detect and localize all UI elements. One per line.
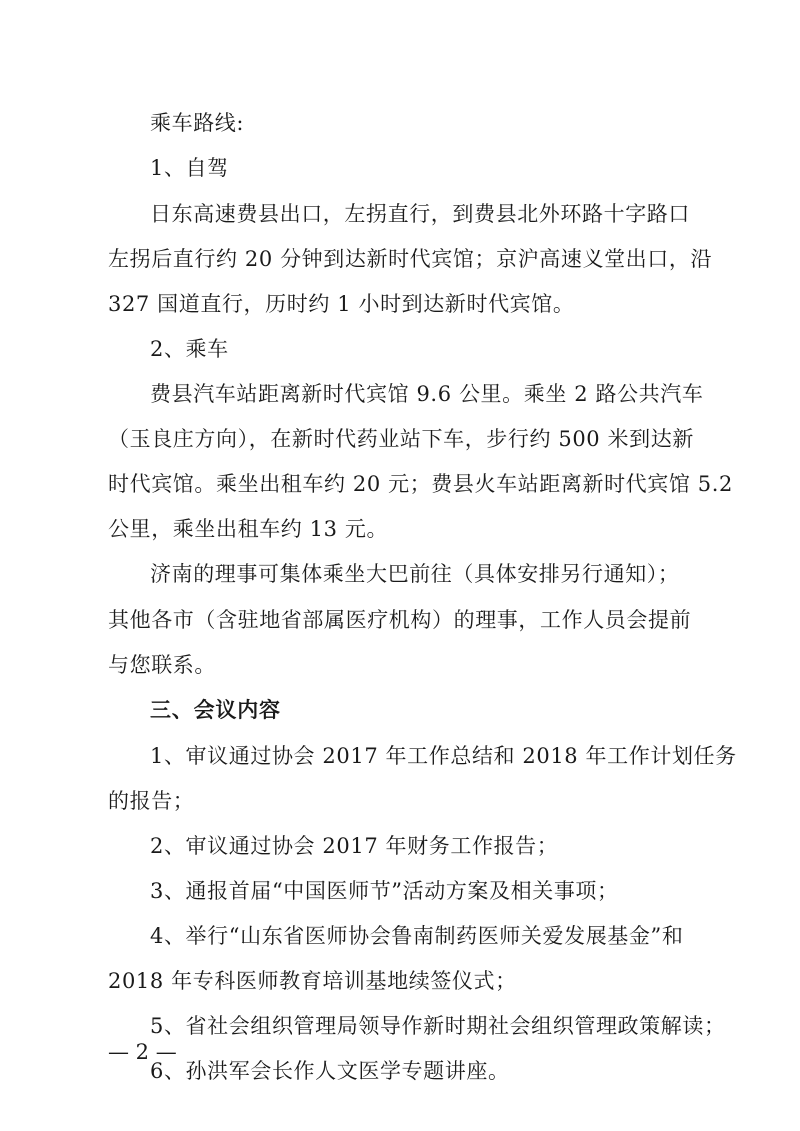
bus-line-3: 时代宾馆。乘坐出租车约 20 元；费县火车站距离新时代宾馆 5.2 (108, 472, 733, 496)
page-number: — 2 — (108, 1040, 177, 1064)
agenda-item-3: 3、通报首届“中国医师节”活动方案及相关事项； (150, 879, 619, 903)
self-drive-line-1: 日东高速费县出口，左拐直行，到费县北外环路十字路口 (150, 202, 690, 226)
bus-title: 2、乘车 (150, 337, 229, 361)
agenda-item-4-cont: 2018 年专科医师教育培训基地续签仪式； (108, 969, 517, 993)
agenda-item-4: 4、举行“山东省医师协会鲁南制药医师关爱发展基金”和 (150, 924, 684, 948)
bus-line-1: 费县汽车站距离新时代宾馆 9.6 公里。乘坐 2 路公共汽车 (150, 382, 704, 406)
notice-line-1: 济南的理事可集体乘坐大巴前往（具体安排另行通知）； (150, 562, 680, 586)
bus-line-2: （玉良庄方向），在新时代药业站下车，步行约 500 米到达新 (108, 427, 694, 451)
self-drive-title: 1、自驾 (150, 156, 229, 180)
agenda-item-5: 5、省社会组织管理局领导作新时期社会组织管理政策解读； (150, 1014, 726, 1038)
self-drive-line-2: 左拐后直行约 20 分钟到达新时代宾馆；京沪高速义堂出口，沿 (108, 247, 713, 271)
agenda-item-6: 6、孙洪军会长作人文医学专题讲座。 (150, 1059, 510, 1083)
route-title: 乘车路线: (150, 111, 245, 135)
agenda-item-1: 1、审议通过协会 2017 年工作总结和 2018 年工作计划任务 (150, 744, 737, 768)
bus-line-4: 公里，乘坐出租车约 13 元。 (108, 517, 389, 541)
agenda-item-2: 2、审议通过协会 2017 年财务工作报告； (150, 834, 559, 858)
agenda-item-1-cont: 的报告； (108, 789, 195, 813)
section-title: 三、会议内容 (150, 698, 281, 722)
notice-line-3: 与您联系。 (108, 653, 216, 677)
self-drive-line-3: 327 国道直行，历时约 1 小时到达新时代宾馆。 (108, 292, 575, 316)
notice-line-2: 其他各市（含驻地省部属医疗机构）的理事，工作人员会提前 (108, 608, 692, 632)
